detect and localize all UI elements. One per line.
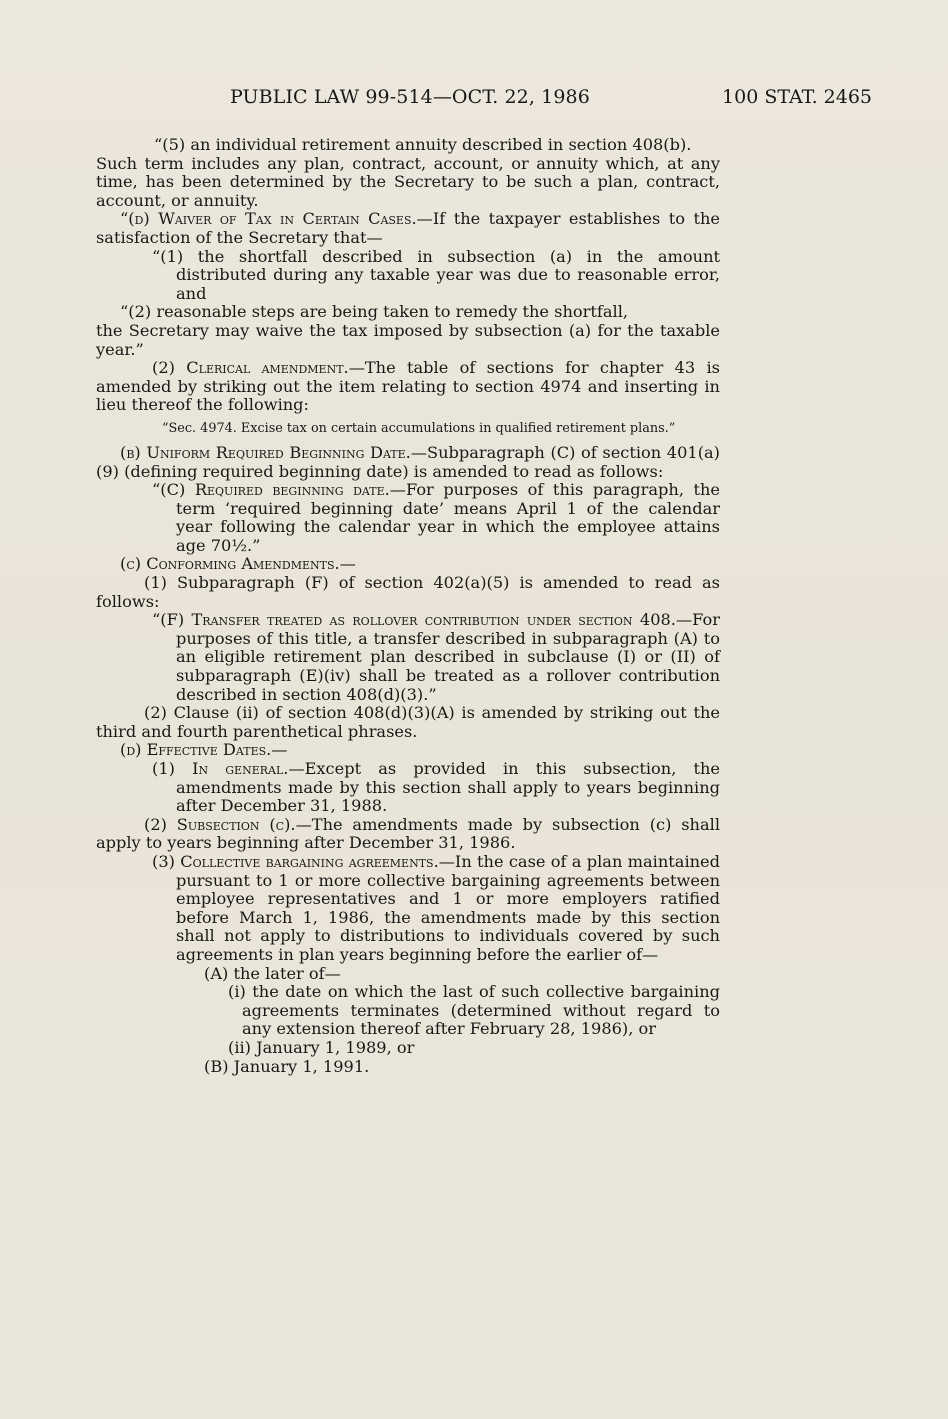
clause-a-later-of: (A) the later of—: [204, 963, 341, 983]
in-general-text: —Except as provided in this subsection, the amendments made by this section shall apply to years beginning after December 31, 1988.: [176, 759, 721, 816]
waiver-clause-2: “(2) reasonable steps are being taken to remedy the shortfall,: [120, 302, 629, 322]
subsection-b-text: —Subparagraph (C) of section 401(a)(9) (defining required beginning date) is amended to read as follows:: [96, 442, 720, 481]
subsection-b-uniform-date: [96, 444, 720, 481]
clause-ii-january-1989: (ii) January 1, 1989, or: [228, 1037, 415, 1057]
subsection-d-text: —If the taxpayer establishes to the satisfaction of the Secretary that—: [96, 209, 720, 247]
subparagraph-f-transfer: [96, 611, 720, 704]
subparagraph-c-text: —For purposes of this paragraph, the term ‘required beginning date’ means April 1 of the calendar year following the calendar year in which the employee attains age 70½.”: [176, 480, 720, 555]
subparagraph-c-heading: “(C) Required beginning date.: [152, 480, 390, 500]
conforming-amendment-2: (2) Clause (ii) of section 408(d)(3)(A) is amended by striking out the third and fourth parenthetical phrases.: [96, 703, 720, 741]
statute-page-number: 100 STAT. 2465: [722, 86, 872, 108]
subsection-d-effective-dates: (d) Effective Dates.—: [120, 740, 288, 760]
subparagraph-f-heading: “(F) Transfer treated as rollover contribution under section 408.: [152, 610, 676, 630]
term-definition-paragraph: Such term includes any plan, contract, account, or annuity which, at any time, has been determined by the Secretary to be such a plan, contract, account, or annuity.: [96, 153, 720, 210]
collective-bargaining-heading: (3) Collective bargaining agreements.: [152, 851, 439, 871]
collective-bargaining-text: —In the case of a plan maintained pursuant to 1 or more collective bargaining agreements between employee representatives and 1 or more employers ratified before March 1, 1986, the amendments made by this section shall not apply to distributions to individuals covered by such agreements in plan years beginning before the earlier of—: [176, 851, 720, 964]
in-general-heading: (1) In general.: [152, 759, 289, 778]
subparagraph-c-definition: [96, 481, 720, 555]
statute-text: [96, 136, 720, 1076]
effective-subsection-c: [96, 816, 720, 853]
clerical-amendment-text: —The table of sections for chapter 43 is amended by striking out the item relating to section 4974 and inserting in lieu thereof the following:: [96, 358, 720, 415]
running-header: [0, 86, 948, 116]
waiver-clause-1: “(1) the shortfall described in subsection (a) in the amount distributed during any taxable year was due to reasonable error, and: [152, 246, 720, 303]
subsection-c-ref-text: —The amendments made by subsection (c) shall apply to years beginning after December 31, 1986.: [96, 814, 720, 853]
effective-in-general: [96, 760, 720, 816]
waiver-conclusion: the Secretary may waive the tax imposed by subsection (a) for the taxable year.”: [96, 320, 720, 359]
conforming-amendment-1: (1) Subparagraph (F) of section 402(a)(5) is amended to read as follows:: [96, 573, 720, 611]
subsection-d-waiver: [96, 210, 720, 247]
subsection-c-ref-heading: (2) Subsection (c).: [144, 814, 296, 834]
subsection-b-heading: (b) Uniform Required Beginning Date.: [120, 442, 411, 462]
clerical-amendment-heading: (2) Clerical amendment.: [152, 358, 349, 378]
table-of-sections-entry: “Sec. 4974. Excise tax on certain accumulations in qualified retirement plans.”: [162, 420, 676, 436]
clause-b-january-1991: (B) January 1, 1991.: [204, 1056, 370, 1076]
public-law-title: PUBLIC LAW 99-514—OCT. 22, 1986: [230, 86, 590, 108]
paragraph-5-ira: “(5) an individual retirement annuity described in section 408(b).: [154, 135, 692, 154]
subsection-d-heading: “(d) Waiver of Tax in Certain Cases.: [120, 209, 417, 229]
clause-i-termination: (i) the date on which the last of such collective bargaining agreements terminates (determined without regard to any extension thereof after February 28, 1986), or: [228, 982, 720, 1039]
subparagraph-f-text: —For purposes of this title, a transfer described in subparagraph (A) to an eligible retirement plan described in subclause (I) or (II) of subparagraph (E)(iv) shall be treated as a rollover contribution described in section 408(d)(3).”: [176, 610, 720, 704]
collective-bargaining: [96, 853, 720, 965]
subsection-c-heading: (c) Conforming Amendments.—: [120, 554, 356, 574]
clerical-amendment: [96, 359, 720, 415]
